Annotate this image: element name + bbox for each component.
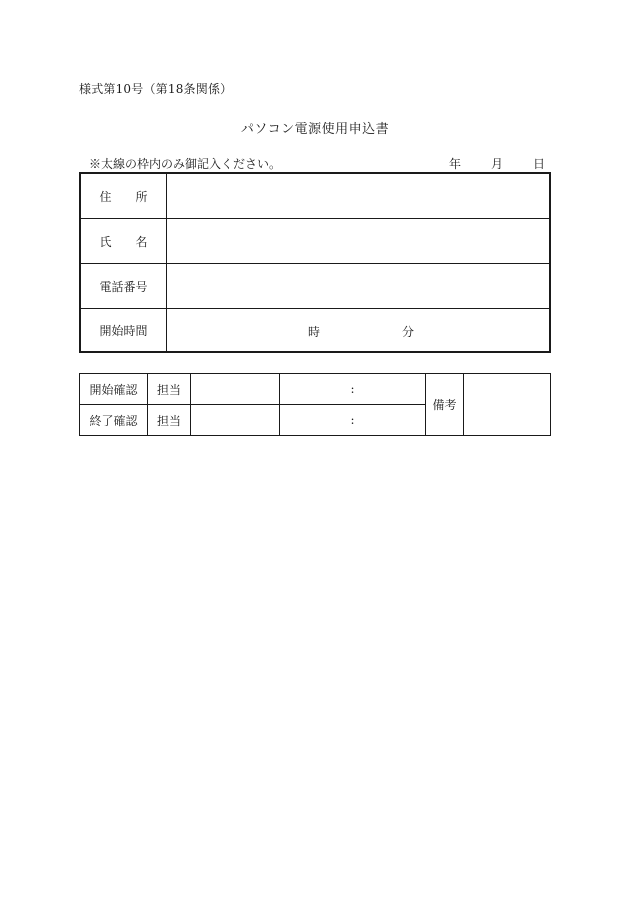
hour-unit-label: 時 [308, 325, 321, 339]
end-time-separator: : [350, 413, 355, 427]
document-title: パソコン電源使用申込書 [240, 122, 390, 137]
address-label [81, 174, 167, 218]
start-time-label: 開始時間 [81, 309, 167, 351]
start-time-confirm-field[interactable] [280, 374, 425, 404]
remarks-field[interactable] [464, 374, 550, 435]
end-confirm-label: 終了確認 [89, 413, 138, 428]
start-confirm-label: 開始確認 [89, 382, 138, 397]
date-month-label: 月 [490, 157, 503, 171]
phone-field[interactable] [167, 264, 549, 308]
name-label [81, 219, 167, 263]
applicant-info-table [79, 172, 551, 353]
minute-unit-label: 分 [402, 325, 415, 339]
start-time-row [81, 309, 549, 351]
confirmation-table [79, 373, 551, 436]
date-year-label: 年 [448, 157, 461, 171]
start-staff-field[interactable] [191, 374, 279, 404]
address-field[interactable] [167, 174, 549, 218]
remarks-label: 備考 [432, 398, 457, 412]
application-date[interactable] [449, 155, 545, 172]
instruction-note: ※太線の枠内のみ御記入ください。 [89, 157, 282, 171]
name-row [81, 219, 549, 264]
address-row [81, 174, 549, 219]
start-time-separator: : [350, 382, 355, 396]
name-label-part2: 名 [135, 234, 148, 249]
phone-row [81, 264, 549, 309]
address-label-part1: 住 [99, 189, 112, 204]
form-number: 様式第10号（第18条関係） [79, 82, 233, 96]
phone-label: 電話番号 [81, 264, 167, 308]
instruction-row [79, 155, 551, 171]
address-label-part2: 所 [135, 189, 148, 204]
start-time-field[interactable] [167, 309, 549, 351]
name-field[interactable] [167, 219, 549, 263]
end-staff-field[interactable] [191, 405, 279, 435]
date-day-label: 日 [532, 157, 545, 171]
start-staff-label: 担当 [156, 382, 181, 397]
name-label-part1: 氏 [99, 234, 112, 249]
end-time-confirm-field[interactable] [280, 405, 425, 435]
end-staff-label: 担当 [156, 413, 181, 428]
